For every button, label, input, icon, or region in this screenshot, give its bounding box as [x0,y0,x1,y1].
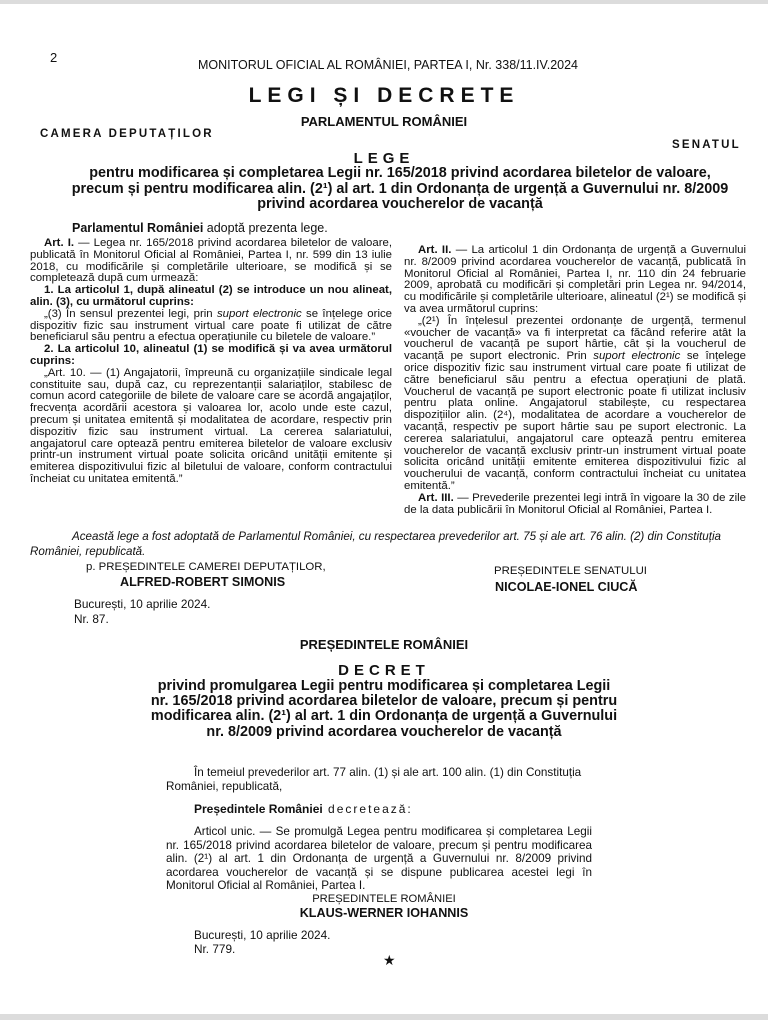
left-column [30,238,392,486]
decret-title: privind promulgarea Legii pentru modificarea și completarea Legii nr. 165/2018 privind acordarea biletelor de valoare, precum și pentru modificarea alin. (2¹) al art. 1 din Ordonanța de urgență a Guvernului nr. 8/2009 privind acordarea voucherelor de vacanță [150,678,618,740]
point-2-text: „Art. 10. — (1) Angajatorii, împreună cu organizațiile sindicale legal constituite sau, după caz, cu reprezentanții salariaților, stabilesc de comun acord categoriile de bilete de valoare care se acordă angajaților, frecvența acordării acestora și valoarea lor, acolo unde este cazul, precum și unitatea emitentă și modalitatea de acordare, respectiv prin dispozitiv fizic sau instrument virtual. La cererea salariatului, angajatorul care optează pentru emiterea biletelor de valoare exclusiv printr-un instrument virtual poate solicita oricând unității emitente și emiterea dispozitivului fizic al biletului de valoare, conform contractului încheiat cu unitatea emitentă.” [30,366,392,485]
article-3-label: Art. III. [418,491,454,504]
lege-number: Nr. 87. [74,612,109,626]
president-role: PREȘEDINTELE ROMÂNIEI [312,893,456,905]
point-1-heading: 1. La articolul 1, după alineatul (2) se introduce un nou alineat, alin. (3), cu următorul cuprins: [30,284,392,308]
article-2-pre: „(2¹) În înțelesul prezentei ordonanțe de urgență, termenul «voucher de vacanță» va fi interpretat ca făcând referire atât la voucherul de vacanță pe suport hârtie, cât și la voucherul de vacanță pe suport electronic. Prin [404,314,746,363]
adoption-note: Această lege a fost adoptată de Parlamentul României, cu respectarea prevederilor art. 75 și ale art. 76 alin. (2) din Constituția României, republicată. [30,530,721,558]
page-number: 2 [50,50,58,65]
lege-issuer: PARLAMENTUL ROMÂNIEI [300,114,468,129]
top-edge [0,0,768,4]
lege-place-date: București, 10 aprilie 2024. [74,597,211,611]
decret-issuer: PREȘEDINTELE ROMÂNIEI [299,637,469,652]
decret-number: Nr. 779. [194,942,236,956]
article-2-italic: suport electronic [593,350,681,363]
lege-doc-type: LEGE [353,150,415,167]
decret-verb: decretează: [322,802,413,816]
lege-title: pentru modificarea și completarea Legii nr. 165/2018 privind acordarea biletelor de valoare, precum și pentru modificarea alin. (2¹) al art. 1 din Ordonanța de urgență a Guvernului nr. 8/2009 privind acordarea voucherelor de vacanță [71,165,729,212]
decret-single-article: Articol unic. — Se promulgă Legea pentru modificarea și completarea Legii nr. 165/2018 privind acordarea biletelor de valoare, precum și pentru modificarea alin. (2¹) al art. 1 din Ordonanța de urgență a Guvernului nr. 8/2009 privind acordarea voucherelor de vacanță și se dispune publicarea acestei legi în Monitorul Oficial al României, Partea I. [166,825,592,893]
bottom-edge [0,1014,768,1020]
point-1-italic: suport electronic [216,307,302,320]
article-1-text: — Legea nr. 165/2018 privind acordarea biletelor de valoare, publicată în Monitorul Oficial al României, Partea I, nr. 599 din 13 iulie 2018, cu modificările și completările ulterioare, se modifică și se completează după cum urmează: [30,237,392,285]
end-star-icon: ★ [383,952,396,968]
decret-legal-basis: În temeiul prevederilor art. 77 alin. (1) și ale art. 100 alin. (1) din Constituția României, republicată, [166,766,582,794]
adoption-subject: Parlamentul României [72,221,204,235]
article-2-post: se înțelege orice dispozitiv fizic sau instrument virtual care poate fi utilizat de către beneficiarul său pentru a efectua operațiuni de plată. Voucherul de vacanță pe suport electronic poate fi utilizat inclusiv pentru plata online. Angajatorul stabilește, cu respectarea dispozițiilor alin. (2⁴), modalitatea de acordare a voucherelor de vacanță, respectiv pe suport hârtie sau pe suport electronic. La cererea salariatului, angajatorul care optează pentru emiterea voucherelor de vacanță exclusiv printr-un instrument virtual poate solicita oricând unității emitente emiterea dispozitivului fizic al voucherului de vacanță, conform contractului încheiat cu unitatea emitentă.” [404,350,746,492]
decret-doc-type: DECRET [338,662,430,679]
decret-formula [194,802,413,816]
article-2-content [404,316,746,493]
article-2-text: — La articolul 1 din Ordonanța de urgență a Guvernului nr. 8/2009 privind acordarea voucherelor de vacanță, publicată în Monitorul Oficial al României, Partea I, nr. 110 din 24 februarie 2009, aprobată cu modificări și completări prin Legea nr. 94/2014, cu modificările și completările ulterioare, alineatul (2¹) se modifică și va avea următorul cuprins: [404,244,746,315]
senat-label: SENATUL [672,139,741,151]
article-1-label: Art. I. [44,237,75,249]
camera-label: CAMERA DEPUTAȚILOR [40,128,214,140]
senate-president-role: PREȘEDINTELE SENATULUI [494,565,647,577]
article-2-label: Art. II. [418,244,452,256]
point-1-post: se înțelege orice dispozitiv fizic sau instrument virtual care poate fi utilizat de către beneficiarul său pentru a efectua operațiunile cu biletele de valoare.” [30,307,393,344]
decret-subject: Președintele României [194,802,323,816]
chamber-president-role: p. PREȘEDINTELE CAMEREI DEPUTAȚILOR, [86,561,326,573]
senate-president-name: NICOLAE-IONEL CIUCĂ [495,580,638,594]
president-name: KLAUS-WERNER IOHANNIS [299,906,469,920]
running-header: MONITORUL OFICIAL AL ROMÂNIEI, PARTEA I, Nr. 338/11.IV.2024 [198,58,579,72]
article-2-intro [404,245,746,316]
chamber-president-name: ALFRED-ROBERT SIMONIS [120,575,286,589]
article-1-intro [30,238,392,285]
section-title: LEGI ȘI DECRETE [248,84,520,107]
adoption-formula [72,221,328,235]
point-2-heading: 2. La articolul 10, alineatul (1) se modifică și va avea următorul cuprins: [30,343,392,367]
point-1-text [30,309,392,344]
article-3 [404,493,746,517]
right-column [404,245,746,516]
adoption-rest: adoptă prezenta lege. [203,221,328,235]
article-3-text: — Prevederile prezentei legi intră în vigoare la 30 de zile de la data publicării în Monitorul Oficial al României, Partea I. [404,491,746,516]
point-1-pre: „(3) În sensul prezentei legi, prin [44,307,217,320]
decret-place-date: București, 10 aprilie 2024. [194,928,331,942]
